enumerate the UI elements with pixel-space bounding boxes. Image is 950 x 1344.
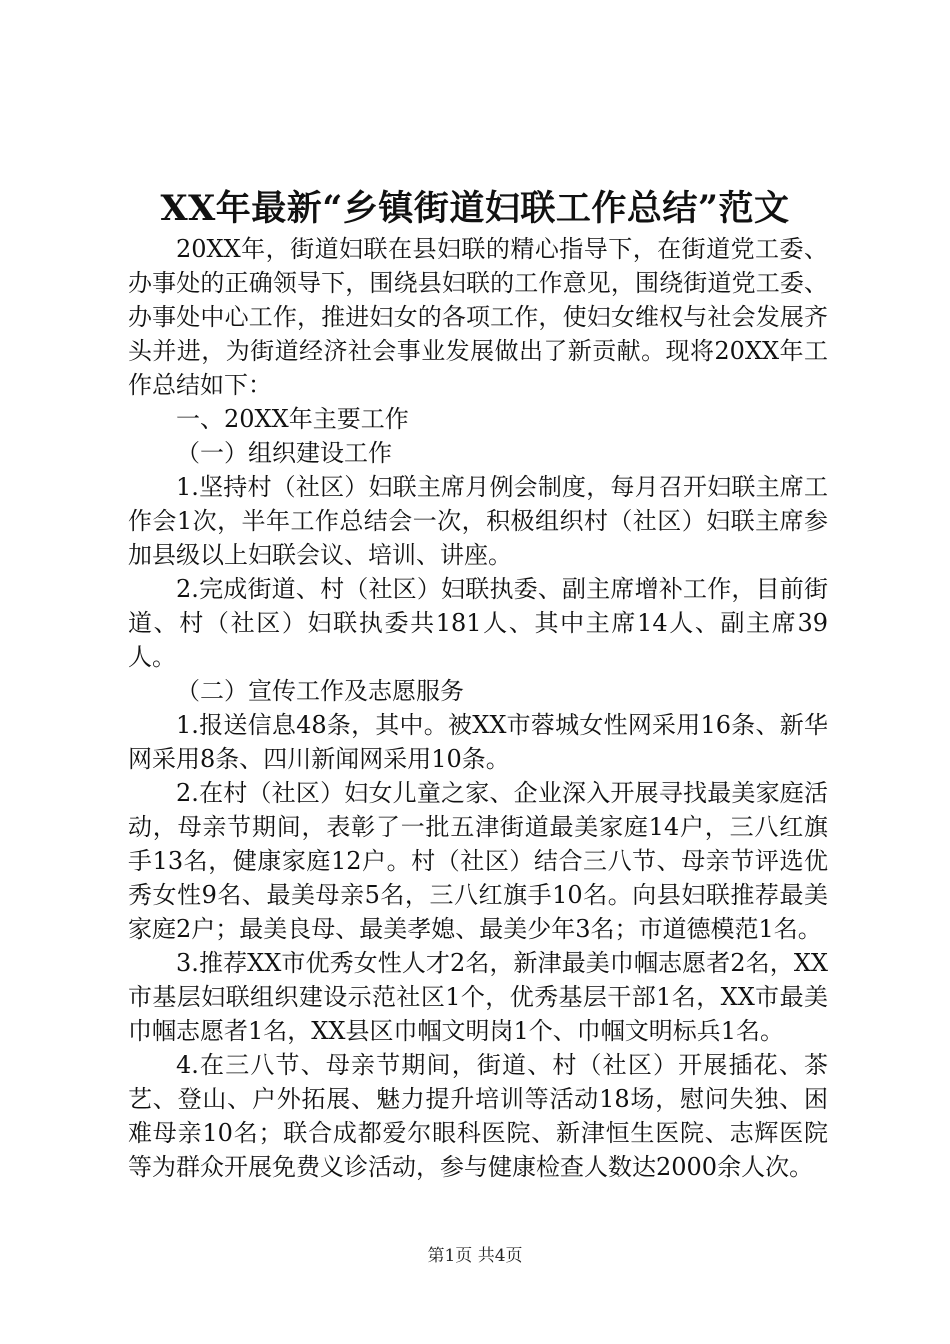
paragraph-organization-item-1: 1.坚持村（社区）妇联主席月例会制度，每月召开妇联主席工作会1次，半年工作总结会一次，积极组织村（社区）妇联主席参加县级以上妇联会议、培训、讲座。 (128, 473, 828, 569)
section-heading-main-work: 一、20XX年主要工作 (176, 405, 409, 433)
document-body (128, 232, 828, 1184)
paragraph-publicity-item-4: 4.在三八节、母亲节期间，街道、村（社区）开展插花、茶艺、登山、户外拓展、魅力提升培训等活动18场，慰问失独、困难母亲10名；联合成都爱尔眼科医院、新津恒生医院、志辉医院等为群众开展免费义诊活动，参与健康检查人数达2000余人次。 (128, 1051, 828, 1181)
document-title: XX年最新“乡镇街道妇联工作总结”范文 (160, 188, 790, 229)
paragraph-publicity-item-1: 1.报送信息48条，其中。被XX市蓉城女性网采用16条、新华网采用8条、四川新闻网采用10条。 (128, 711, 828, 773)
paragraph-publicity-item-2: 2.在村（社区）妇女儿童之家、企业深入开展寻找最美家庭活动，母亲节期间，表彰了一批五津街道最美家庭14户，三八红旗手13名，健康家庭12户。村（社区）结合三八节、母亲节评选优秀女性9名、最美母亲5名，三八红旗手10名。向县妇联推荐最美家庭2户；最美良母、最美孝媳、最美少年3名；市道德模范1名。 (128, 779, 828, 943)
intro-paragraph: 20XX年，街道妇联在县妇联的精心指导下，在街道党工委、办事处的正确领导下，围绕县妇联的工作意见，围绕街道党工委、办事处中心工作，推进妇女的各项工作，使妇女维权与社会发展齐头并进，为街道经济社会事业发展做出了新贡献。现将20XX年工作总结如下： (128, 235, 828, 399)
subsection-heading-publicity: （二）宣传工作及志愿服务 (176, 677, 464, 705)
page-number-footer: 第1页 共4页 (427, 1246, 523, 1266)
paragraph-publicity-item-3: 3.推荐XX市优秀女性人才2名，新津最美巾帼志愿者2名，XX市基层妇联组织建设示范社区1个，优秀基层干部1名，XX市最美巾帼志愿者1名，XX县区巾帼文明岗1个、巾帼文明标兵1名。 (128, 949, 828, 1045)
paragraph-organization-item-2: 2.完成街道、村（社区）妇联执委、副主席增补工作，目前街道、村（社区）妇联执委共181人、其中主席14人、副主席39人。 (128, 575, 828, 671)
subsection-heading-organization: （一）组织建设工作 (176, 439, 392, 467)
